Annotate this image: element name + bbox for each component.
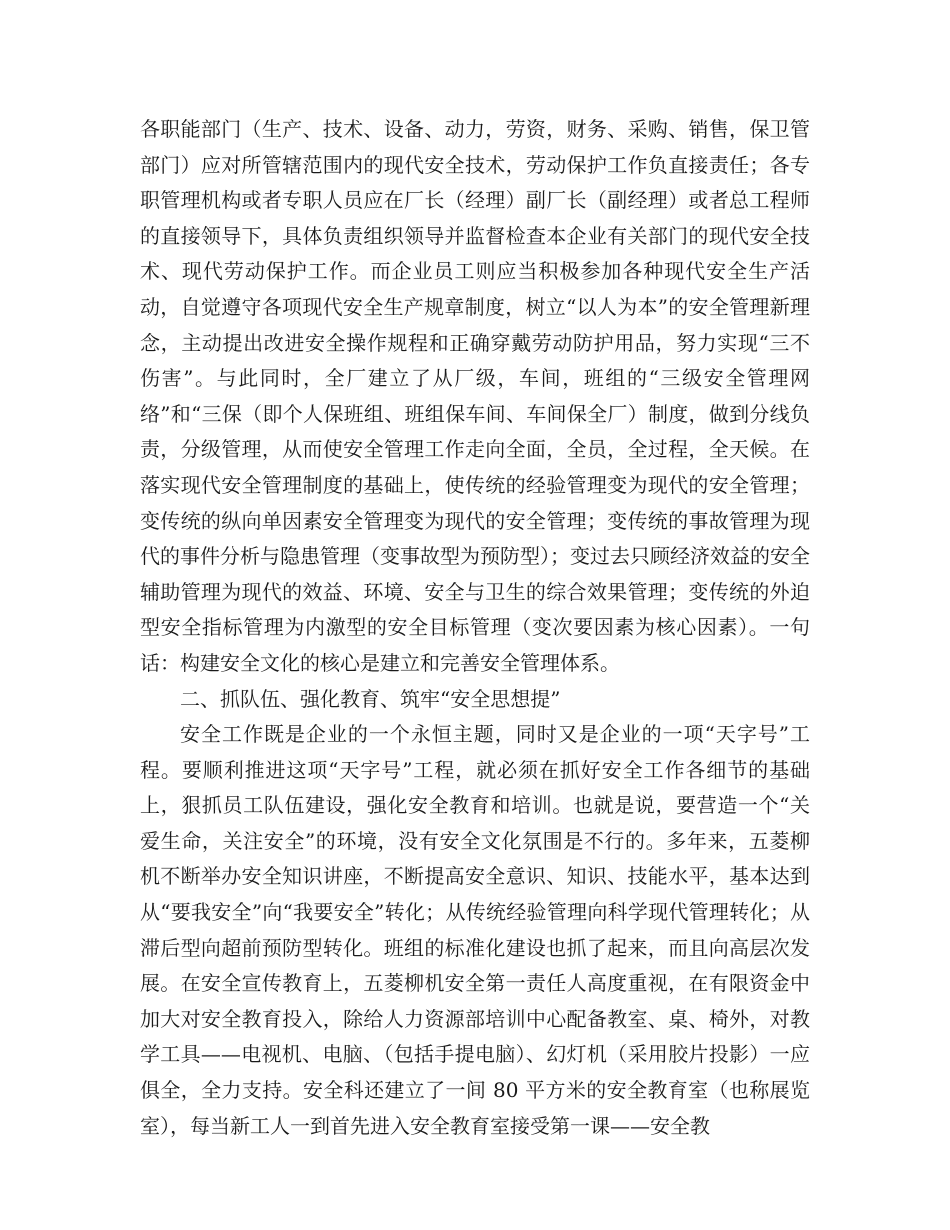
section-heading-2: 二、抓队伍、强化教育、筑牢“安全思想提” xyxy=(180,686,561,711)
paragraph-education: 安全工作既是企业的一个永恒主题，同时又是企业的一项“天字号”工程。要顺利推进这项“天字号”工程，就必须在抓好安全工作各细节的基础上，狠抓员工队伍建设，强化安全教育和培训。也就是说，要营造一个“关爱生命，关注安全”的环境，没有安全文化氛围是不行的。多年来，五菱柳机不断举办安全知识讲座，不断提高安全意识、知识、技能水平，基本达到从“要我安全”向“我要安全”转化；从传统经验管理向科学现代管理转化；从滞后型向超前预防型转化。班组的标准化建设也抓了起来，而且向高层次发展。在安全宣传教育上，五菱柳机安全第一责任人高度重视，在有限资金中加大对安全教育投入，除给人力资源部培训中心配备教室、桌、椅外，对教学工具——电视机、电脑、（包括手提电脑）、幻灯机（采用胶片投影）一应俱全，全力支持。安全科还建立了一间 80 平方米的安全教育室（也称展览室），每当新工人一到首先进入安全教育室接受第一课——安全教 xyxy=(140,722,810,1138)
paragraph-responsibilities: 各职能部门（生产、技术、设备、动力，劳资，财务、采购、销售，保卫管部门）应对所管辖范围内的现代安全技术，劳动保护工作负直接责任；各专职管理机构或者专职人员应在厂长（经理）副厂长（副经理）或者总工程师的直接领导下，具体负责组织领导并监督检查本企业有关部门的现代安全技术、现代劳动保护工作。而企业员工则应当积极参加各种现代安全生产活动，自觉遵守各项现代安全生产规章制度，树立“以人为本”的安全管理新理念，主动提出改进安全操作规程和正确穿戴劳动防护用品，努力实现“三不伤害”。与此同时，全厂建立了从厂级，车间，班组的“三级安全管理网络”和“三保（即个人保班组、班组保车间、车间保全厂）制度，做到分线负责，分级管理，从而使安全管理工作走向全面，全员，全过程，全天候。在落实现代安全管理制度的基础上，使传统的经验管理变为现代的安全管理；变传统的纵向单因素安全管理变为现代的安全管理；变传统的事故管理为现代的事件分析与隐患管理（变事故型为预防型）；变过去只顾经济效益的安全辅助管理为现代的效益、环境、安全与卫生的综合效果管理；变传统的外迫型安全指标管理为内激型的安全目标管理（变次要因素为核心因素）。一句话：构建安全文化的核心是建立和完善安全管理体系。 xyxy=(140,117,810,675)
document-body xyxy=(140,112,810,1144)
